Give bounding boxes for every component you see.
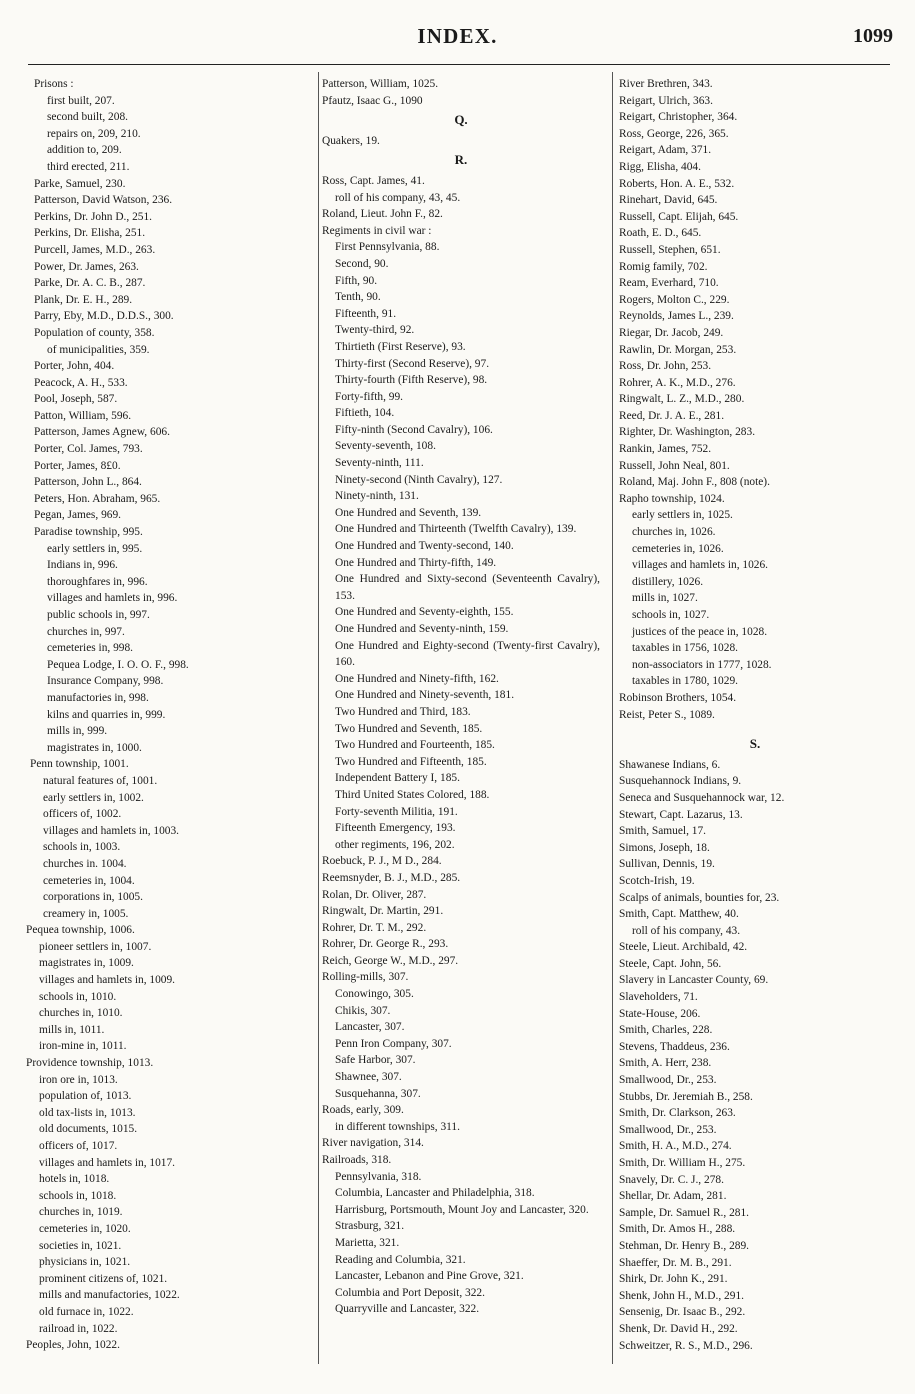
index-entry: Pfautz, Isaac G., 1090 (322, 94, 423, 107)
index-entry: Sullivan, Dennis, 19. (619, 858, 715, 871)
index-entry: Rinehart, David, 645. (619, 194, 718, 207)
index-entry: Peoples, John, 1022. (26, 1339, 120, 1352)
index-entry: Pequea township, 1006. (26, 924, 135, 937)
index-subentry: mills in, 999. (47, 725, 108, 738)
index-subentry: One Hundred and Eighty-second (Twenty-first Cavalry), 160. (335, 639, 600, 669)
index-subentry: Insurance Company, 998. (47, 675, 164, 688)
index-subentry: non-associators in 1777, 1028. (632, 658, 772, 671)
index-subentry: early settlers in, 995. (47, 542, 143, 555)
index-subentry: first built, 207. (47, 94, 115, 107)
index-subentry: repairs on, 209, 210. (47, 127, 141, 140)
index-entry: Porter, John, 404. (34, 360, 115, 373)
index-entry: Russell, Stephen, 651. (619, 243, 721, 256)
index-entry: Reed, Dr. J. A. E., 281. (619, 409, 725, 422)
index-subentry: Independent Battery I, 185. (335, 772, 460, 785)
index-subentry: addition to, 209. (47, 144, 122, 157)
index-entry: Porter, James, 8£0. (34, 459, 121, 472)
index-entry: Smith, Capt. Matthew, 40. (619, 908, 739, 921)
index-entry: Pegan, James, 969. (34, 509, 121, 522)
index-entry: Shenk, John H., M.D., 291. (619, 1289, 744, 1302)
index-entry: Shawanese Indians, 6. (619, 758, 721, 771)
index-subentry: Seventy-ninth, 111. (335, 457, 424, 470)
index-entry: Sensenig, Dr. Isaac B., 292. (619, 1306, 746, 1319)
index-entry: Russell, Capt. Elijah, 645. (619, 210, 739, 223)
index-entry: Rohrer, Dr. George R., 293. (322, 938, 449, 951)
column-divider-2 (612, 72, 613, 1364)
index-subentry: hotels in, 1018. (39, 1173, 110, 1186)
index-subentry: Fifteenth Emergency, 193. (335, 822, 456, 835)
index-entry: Seneca and Susquehannock war, 12. (619, 791, 785, 804)
index-subentry: Third United States Colored, 188. (335, 788, 490, 801)
index-entry: Susquehannock Indians, 9. (619, 775, 742, 788)
index-subentry: Pennsylvania, 318. (335, 1170, 422, 1183)
index-subentry: One Hundred and Ninety-fifth, 162. (335, 672, 499, 685)
index-subentry: magistrates in, 1009. (39, 957, 134, 970)
index-subentry: early settlers in, 1025. (632, 509, 733, 522)
index-subentry: Ninety-ninth, 131. (335, 490, 419, 503)
index-entry: Robinson Brothers, 1054. (619, 691, 737, 704)
index-subentry: Two Hundred and Third, 183. (335, 705, 471, 718)
index-subentry: Forty-fifth, 99. (335, 390, 404, 403)
index-subentry: Columbia, Lancaster and Philadelphia, 318. (335, 1187, 535, 1200)
page-header (0, 0, 915, 66)
index-subentry: cemeteries in, 1020. (39, 1222, 131, 1235)
index-entry: Reynolds, James L., 239. (619, 310, 734, 323)
index-entry: Smith, H. A., M.D., 274. (619, 1140, 732, 1153)
index-subentry: old tax-lists in, 1013. (39, 1106, 136, 1119)
index-subentry: villages and hamlets in, 1017. (39, 1156, 176, 1169)
index-entry: Paradise township, 995. (34, 526, 143, 539)
index-subentry: justices of the peace in, 1028. (632, 625, 768, 638)
index-entry: Steele, Capt. John, 56. (619, 957, 722, 970)
index-entry: River navigation, 314. (322, 1137, 424, 1150)
index-column-2 (322, 76, 600, 1318)
index-subentry: Fiftieth, 104. (335, 407, 395, 420)
index-subentry: old furnace in, 1022. (39, 1305, 134, 1318)
section-letter: S. (749, 736, 761, 752)
index-entry: Righter, Dr. Washington, 283. (619, 426, 756, 439)
index-entry: Ross, George, 226, 365. (619, 127, 729, 140)
index-subentry: Lancaster, Lebanon and Pine Grove, 321. (335, 1270, 524, 1283)
index-entry: Patton, William, 596. (34, 409, 132, 422)
index-subentry: One Hundred and Ninety-seventh, 181. (335, 689, 515, 702)
index-entry: Roath, E. D., 645. (619, 227, 702, 240)
index-entry: Snavely, Dr. C. J., 278. (619, 1173, 724, 1186)
index-entry: Quakers, 19. (322, 134, 380, 147)
index-subentry: schools in, 1003. (43, 841, 121, 854)
index-subentry: taxables in 1756, 1028. (632, 642, 738, 655)
index-entry: Providence township, 1013. (26, 1057, 154, 1070)
index-entry: Schweitzer, R. S., M.D., 296. (619, 1339, 753, 1352)
index-entry: Stubbs, Dr. Jeremiah B., 258. (619, 1090, 753, 1103)
index-subentry: physicians in, 1021. (39, 1256, 131, 1269)
index-entry: Shenk, Dr. David H., 292. (619, 1322, 738, 1335)
index-subentry: Ninety-second (Ninth Cavalry), 127. (335, 473, 503, 486)
index-subentry: Second, 90. (335, 257, 389, 270)
index-entry: Smith, Dr. William H., 275. (619, 1157, 746, 1169)
index-subentry: other regiments, 196, 202. (335, 838, 455, 851)
index-entry: Roebuck, P. J., M D., 284. (322, 855, 442, 868)
index-entry: Smallwood, Dr., 253. (619, 1074, 717, 1087)
index-subentry: villages and hamlets in, 1009. (39, 974, 176, 987)
index-subentry: natural features of, 1001. (43, 774, 158, 787)
index-entry: Rogers, Molton C., 229. (619, 293, 730, 306)
index-subentry: Thirty-first (Second Reserve), 97. (335, 357, 490, 370)
index-subentry: Indians in, 996. (47, 559, 118, 572)
index-entry: Rohrer, A. K., M.D., 276. (619, 376, 736, 389)
index-entry: Ringwalt, Dr. Martin, 291. (322, 905, 444, 918)
index-entry: Peacock, A. H., 533. (34, 376, 128, 389)
index-entry: Population of county, 358. (34, 326, 155, 339)
index-entry: Perkins, Dr. John D., 251. (34, 210, 153, 223)
index-subentry: Forty-seventh Militia, 191. (335, 805, 458, 818)
index-subentry: churches in, 1010. (39, 1007, 123, 1020)
index-subentry: cemeteries in, 1026. (632, 542, 724, 555)
index-subentry: iron-mine in, 1011. (39, 1040, 127, 1053)
index-entry: Patterson, William, 1025. (322, 78, 439, 90)
index-subentry: mills in, 1011. (39, 1023, 105, 1036)
index-subentry: officers of, 1002. (43, 808, 122, 821)
index-entry: Regiments in civil war : (322, 224, 432, 237)
index-entry: Patterson, David Watson, 236. (34, 194, 173, 207)
index-subentry: roll of his company, 43, 45. (335, 191, 461, 204)
index-entry: Pool, Joseph, 587. (34, 393, 118, 406)
index-subentry: thoroughfares in, 996. (47, 575, 148, 588)
index-entry: Ringwalt, L. Z., M.D., 280. (619, 393, 745, 406)
index-entry: Rankin, James, 752. (619, 443, 712, 456)
index-entry: Reich, George W., M.D., 297. (322, 954, 459, 967)
index-subentry: One Hundred and Thirteenth (Twelfth Cavalry), 139. (335, 523, 577, 536)
index-subentry: One Hundred and Twenty-second, 140. (335, 540, 514, 553)
index-subentry: Quarryville and Lancaster, 322. (335, 1303, 480, 1316)
index-subentry: mills and manufactories, 1022. (39, 1289, 180, 1302)
column-divider-1 (318, 72, 319, 1364)
index-entry: Smith, Dr. Clarkson, 263. (619, 1107, 736, 1120)
index-subentry: Strasburg, 321. (335, 1220, 405, 1233)
index-subentry: in different townships, 311. (335, 1120, 460, 1133)
index-entry: Shirk, Dr. John K., 291. (619, 1273, 728, 1286)
index-column-3 (619, 76, 891, 1354)
index-subentry: Chikis, 307. (335, 1004, 391, 1017)
index-subentry: Thirty-fourth (Fifth Reserve), 98. (335, 374, 488, 387)
index-subentry: Two Hundred and Fourteenth, 185. (335, 739, 495, 752)
index-subentry: churches in, 1026. (632, 526, 716, 539)
index-entry: Shellar, Dr. Adam, 281. (619, 1190, 727, 1203)
index-entry: Roland, Lieut. John F., 82. (322, 208, 443, 221)
index-subentry: churches in, 997. (47, 625, 125, 638)
index-entry: Reemsnyder, B. J., M.D., 285. (322, 871, 461, 884)
index-entry: Steele, Lieut. Archibald, 42. (619, 941, 748, 954)
index-entry: Porter, Col. James, 793. (34, 443, 143, 456)
index-entry: Scalps of animals, bounties for, 23. (619, 891, 780, 904)
index-subentry: One Hundred and Seventy-ninth, 159. (335, 623, 509, 635)
index-entry: Parry, Eby, M.D., D.D.S., 300. (34, 310, 174, 323)
index-subentry: villages and hamlets in, 1026. (632, 559, 769, 572)
index-entry: Rolan, Dr. Oliver, 287. (322, 888, 427, 901)
index-entry: Power, Dr. James, 263. (34, 260, 139, 273)
index-subentry: One Hundred and Thirty-fifth, 149. (335, 556, 497, 569)
index-entry: Parke, Samuel, 230. (34, 177, 126, 190)
index-entry: Rigg, Elisha, 404. (619, 160, 701, 173)
index-entry: Russell, John Neal, 801. (619, 459, 730, 472)
index-entry: Ross, Capt. James, 41. (322, 174, 425, 187)
index-subentry: of municipalities, 359. (47, 343, 150, 356)
index-entry: Smith, Dr. Amos H., 288. (619, 1223, 736, 1236)
index-subentry: manufactories in, 998. (47, 691, 149, 704)
index-entry: Patterson, John L., 864. (34, 476, 142, 489)
index-entry: Reigart, Adam, 371. (619, 144, 712, 157)
index-subentry: magistrates in, 1000. (47, 741, 142, 754)
page-title: INDEX. (417, 24, 498, 48)
index-subentry: churches in, 1019. (39, 1206, 123, 1219)
index-subentry: Two Hundred and Seventh, 185. (335, 722, 483, 735)
index-subentry: Twenty-third, 92. (335, 324, 415, 337)
index-subentry: Tenth, 90. (335, 291, 381, 304)
index-subentry: Thirtieth (First Reserve), 93. (335, 340, 466, 353)
index-subentry: One Hundred and Seventy-eighth, 155. (335, 606, 514, 619)
index-subentry: villages and hamlets in, 996. (47, 592, 178, 605)
index-entry: Stewart, Capt. Lazarus, 13. (619, 808, 743, 821)
index-subentry: Columbia and Port Deposit, 322. (335, 1286, 485, 1299)
index-entry: Reigart, Ulrich, 363. (619, 94, 713, 107)
index-entry: Shaeffer, Dr. M. B., 291. (619, 1256, 732, 1269)
index-subentry: railroad in, 1022. (39, 1322, 118, 1335)
index-entry: Rohrer, Dr. T. M., 292. (322, 921, 427, 934)
index-subentry: villages and hamlets in, 1003. (43, 824, 180, 837)
index-entry: Roads, early, 309. (322, 1104, 404, 1117)
index-entry: Patterson, James Agnew, 606. (34, 426, 170, 439)
index-subentry: Fifty-ninth (Second Cavalry), 106. (335, 423, 493, 436)
index-entry: Simons, Joseph, 18. (619, 841, 710, 854)
index-subentry: One Hundred and Sixty-second (Seventeenth Cavalry), 153. (335, 573, 600, 602)
index-entry: Rawlin, Dr. Morgan, 253. (619, 343, 737, 356)
index-subentry: cemeteries in, 998. (47, 642, 134, 655)
index-entry: Reigart, Christopher, 364. (619, 111, 738, 124)
spacer (619, 723, 891, 733)
index-subentry: officers of, 1017. (39, 1140, 118, 1152)
index-entry: Slavery in Lancaster County, 69. (619, 974, 769, 987)
index-entry: Smallwood, Dr., 253. (619, 1123, 717, 1136)
index-subentry: population of, 1013. (39, 1090, 132, 1103)
index-entry: River Brethren, 343. (619, 78, 713, 90)
index-subentry: taxables in 1780, 1029. (632, 675, 738, 688)
index-entry: Purcell, James, M.D., 263. (34, 243, 156, 256)
index-subentry: roll of his company, 43. (632, 924, 741, 937)
index-subentry: Two Hundred and Fifteenth, 185. (335, 755, 487, 768)
index-entry: Railroads, 318. (322, 1154, 392, 1166)
index-entry: Sample, Dr. Samuel R., 281. (619, 1206, 750, 1219)
index-subentry: Reading and Columbia, 321. (335, 1253, 466, 1266)
section-letter: Q. (454, 112, 468, 128)
index-entry: Scotch-Irish, 19. (619, 874, 695, 887)
index-subentry: Seventy-seventh, 108. (335, 440, 436, 453)
index-subentry: second built, 208. (47, 111, 128, 124)
index-entry: Roberts, Hon. A. E., 532. (619, 177, 735, 190)
index-subentry: cemeteries in, 1004. (43, 874, 135, 887)
index-subentry: pioneer settlers in, 1007. (39, 940, 152, 953)
index-column-1 (26, 76, 304, 1354)
index-entry: Ross, Dr. John, 253. (619, 360, 712, 373)
index-entry: Smith, Charles, 228. (619, 1024, 713, 1037)
index-entry: Plank, Dr. E. H., 289. (34, 293, 133, 306)
index-entry: State-House, 206. (619, 1007, 701, 1020)
index-subentry: corporations in, 1005. (43, 891, 143, 904)
index-subentry: early settlers in, 1002. (43, 791, 144, 804)
index-subentry: kilns and quarries in, 999. (47, 708, 166, 721)
index-entry: Rolling-mills, 307. (322, 971, 409, 984)
index-subentry: Pequea Lodge, I. O. O. F., 998. (47, 658, 189, 671)
index-subentry: creamery in, 1005. (43, 907, 129, 920)
header-rule (28, 64, 890, 65)
index-subentry: Penn Iron Company, 307. (335, 1037, 452, 1050)
index-subentry: public schools in, 997. (47, 609, 150, 621)
index-entry: Reist, Peter S., 1089. (619, 708, 715, 721)
index-subentry: mills in, 1027. (632, 592, 698, 605)
index-subentry: Safe Harbor, 307. (335, 1054, 416, 1067)
index-entry: Romig family, 702. (619, 260, 708, 273)
index-entry: Perkins, Dr. Elisha, 251. (34, 227, 146, 240)
index-subentry: churches in. 1004. (43, 857, 127, 870)
index-subentry: societies in, 1021. (39, 1239, 122, 1252)
index-subentry: third erected, 211. (47, 160, 130, 173)
index-subentry: schools in, 1018. (39, 1189, 117, 1202)
index-entry: Slaveholders, 71. (619, 991, 698, 1004)
index-subentry: schools in, 1027. (632, 609, 710, 621)
index-subentry: prominent citizens of, 1021. (39, 1272, 168, 1285)
index-subentry: One Hundred and Seventh, 139. (335, 506, 482, 519)
index-entry: Stehman, Dr. Henry B., 289. (619, 1239, 750, 1252)
section-letter: R. (454, 152, 468, 168)
index-subentry: Susquehanna, 307. (335, 1087, 421, 1100)
index-subentry: Shawnee, 307. (335, 1071, 402, 1084)
index-subentry: old documents, 1015. (39, 1123, 138, 1136)
index-subentry: Fifteenth, 91. (335, 307, 397, 320)
index-entry: Smith, Samuel, 17. (619, 825, 707, 838)
index-entry: Peters, Hon. Abraham, 965. (34, 492, 161, 505)
index-entry: Prisons : (34, 78, 74, 90)
page-number: 1099 (853, 25, 893, 47)
index-entry: Parke, Dr. A. C. B., 287. (34, 277, 146, 290)
index-entry: Stevens, Thaddeus, 236. (619, 1040, 730, 1053)
index-subentry: distillery, 1026. (632, 575, 704, 588)
index-entry: Riegar, Dr. Jacob, 249. (619, 326, 724, 339)
index-entry: Smith, A. Herr, 238. (619, 1057, 712, 1070)
index-subentry: Conowingo, 305. (335, 988, 414, 1001)
index-subentry: Marietta, 321. (335, 1236, 400, 1249)
index-entry: Rapho township, 1024. (619, 492, 725, 505)
index-subentry: First Pennsylvania, 88. (335, 241, 440, 254)
index-subentry: iron ore in, 1013. (39, 1073, 118, 1086)
index-subentry: Lancaster, 307. (335, 1021, 405, 1034)
index-entry: Penn township, 1001. (30, 758, 129, 771)
index-entry: Roland, Maj. John F., 808 (note). (619, 476, 770, 489)
index-subentry: Fifth, 90. (335, 274, 378, 287)
index-entry: Ream, Everhard, 710. (619, 277, 719, 290)
index-subentry: Harrisburg, Portsmouth, Mount Joy and Lancaster, 320. (335, 1203, 589, 1216)
index-subentry: schools in, 1010. (39, 990, 117, 1003)
